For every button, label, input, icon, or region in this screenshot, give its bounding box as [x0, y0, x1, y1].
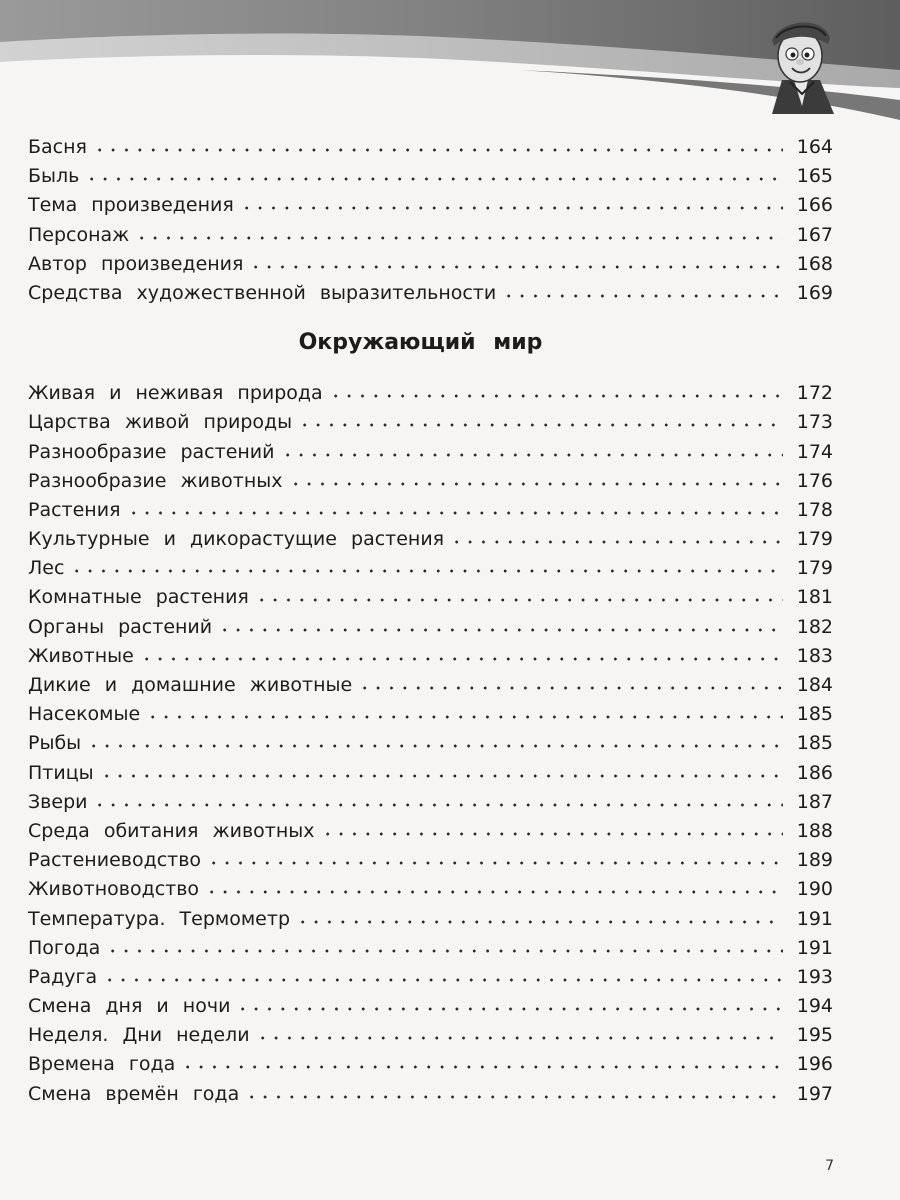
dot-leader	[321, 818, 784, 837]
dot-leader	[135, 222, 783, 241]
toc-entry-title: Времена года	[28, 1053, 176, 1076]
toc-entry-title: Звери	[28, 790, 88, 813]
toc-entry-page: 187	[796, 790, 833, 813]
toc-entry	[28, 672, 833, 701]
dot-leader	[127, 497, 783, 516]
dot-leader	[146, 701, 783, 720]
toc-top-section	[28, 134, 833, 309]
toc-entry	[28, 1051, 833, 1080]
toc-entry	[28, 497, 833, 526]
dot-leader	[450, 526, 783, 545]
page-number: 7	[825, 1158, 834, 1174]
dot-leader	[87, 730, 783, 749]
dot-leader	[329, 380, 783, 399]
toc-entry-title: Растения	[28, 498, 121, 521]
toc-entry-page: 196	[796, 1053, 833, 1076]
toc-entry-page: 172	[796, 382, 833, 405]
dot-leader	[106, 935, 783, 954]
toc-entry	[28, 1081, 833, 1110]
toc-entry	[28, 614, 833, 643]
dot-leader	[281, 439, 783, 458]
toc-entry-title: Дикие и домашние животные	[28, 674, 353, 696]
toc-entry-title: Разнообразие растений	[28, 440, 275, 463]
toc-entry-title: Живая и неживая природа	[28, 382, 323, 405]
toc-entry	[28, 818, 833, 847]
toc-entry	[28, 222, 833, 251]
toc-entry	[28, 134, 833, 163]
toc-entry	[28, 468, 833, 497]
toc-entry-title: Температура. Термометр	[28, 907, 291, 930]
toc-entry-title: Средства художественной выразительности	[28, 281, 497, 304]
toc-entry	[28, 555, 833, 584]
toc-entry-page: 164	[796, 136, 833, 158]
toc-entry-page: 194	[796, 995, 833, 1018]
toc-entry-title: Животные	[28, 644, 134, 667]
dot-leader	[249, 251, 783, 270]
toc-entry	[28, 251, 833, 280]
toc-entry-title: Быль	[28, 165, 80, 188]
toc-entry-title: Птицы	[28, 761, 94, 784]
toc-entry-title: Животноводство	[28, 878, 200, 901]
toc-entry-title: Органы растений	[28, 615, 213, 638]
dot-leader	[103, 964, 783, 983]
toc-entry-title: Смена дня и ночи	[28, 995, 231, 1018]
toc-entry-page: 191	[796, 907, 833, 930]
dot-leader	[502, 280, 783, 299]
dot-leader	[245, 1081, 783, 1100]
toc-entry-page: 185	[796, 732, 833, 755]
toc-entry-title: Погода	[28, 936, 101, 959]
toc-entry-page: 174	[796, 440, 833, 463]
toc-entry-page: 176	[796, 469, 833, 492]
toc-entry-title: Растениеводство	[28, 849, 202, 872]
toc-entry	[28, 906, 833, 935]
toc-entry	[28, 847, 833, 876]
toc-entry-page: 179	[796, 557, 833, 580]
dot-leader	[256, 1022, 783, 1041]
toc-entry-page: 168	[796, 252, 833, 275]
toc-entry-title: Автор произведения	[28, 252, 244, 275]
toc-entry-title: Смена времён года	[28, 1082, 240, 1105]
toc-entry-title: Насекомые	[28, 703, 141, 726]
dot-leader	[255, 584, 783, 603]
toc-entry	[28, 760, 833, 789]
toc-entry-page: 191	[796, 936, 833, 959]
table-of-contents	[28, 134, 833, 1110]
dot-leader	[181, 1051, 783, 1070]
toc-entry-page: 173	[796, 411, 833, 434]
dot-leader	[218, 614, 783, 633]
toc-entry	[28, 280, 833, 309]
toc-entry-page: 178	[796, 498, 833, 521]
dot-leader	[240, 192, 783, 211]
toc-entry	[28, 964, 833, 993]
toc-entry-page: 182	[796, 615, 833, 638]
toc-entry-page: 179	[796, 528, 833, 551]
toc-entry-title: Радуга	[28, 965, 98, 988]
toc-entry-title: Лес	[28, 557, 65, 580]
dot-leader	[85, 163, 783, 182]
toc-entry-page: 197	[796, 1082, 833, 1105]
toc-entry-page: 185	[796, 703, 833, 726]
toc-entry	[28, 584, 833, 613]
dot-leader	[140, 643, 783, 662]
dot-leader	[70, 555, 783, 574]
dot-leader	[205, 876, 783, 895]
toc-entry	[28, 730, 833, 759]
toc-entry	[28, 935, 833, 964]
toc-entry-page: 195	[796, 1024, 833, 1047]
toc-entry	[28, 643, 833, 672]
toc-entry-page: 166	[796, 194, 833, 217]
toc-bottom-section	[28, 380, 833, 1110]
toc-entry-title: Среда обитания животных	[28, 819, 315, 842]
dot-leader	[289, 468, 784, 487]
toc-entry	[28, 380, 833, 409]
toc-entry-page: 181	[796, 586, 833, 609]
toc-entry-page: 169	[796, 281, 833, 304]
dot-leader	[298, 409, 783, 428]
dot-leader	[236, 993, 783, 1012]
toc-entry-title: Неделя. Дни недели	[28, 1024, 250, 1047]
dot-leader	[207, 847, 783, 866]
toc-entry-page: 186	[796, 761, 833, 784]
dot-leader	[100, 760, 783, 779]
toc-entry-page: 183	[796, 644, 833, 667]
toc-entry	[28, 409, 833, 438]
toc-entry	[28, 192, 833, 221]
dot-leader	[93, 134, 783, 153]
toc-entry-title: Персонаж	[28, 223, 130, 246]
toc-entry-page: 193	[796, 965, 833, 988]
toc-entry	[28, 701, 833, 730]
toc-entry	[28, 439, 833, 468]
toc-entry-title: Культурные и дикорастущие растения	[28, 528, 445, 551]
toc-entry-title: Разнообразие животных	[28, 469, 283, 492]
toc-entry-page: 188	[796, 819, 833, 842]
mascot-illustration	[742, 10, 860, 120]
toc-entry-title: Тема произведения	[28, 194, 234, 217]
toc-entry-page: 184	[796, 674, 833, 696]
toc-entry-title: Рыбы	[28, 732, 82, 755]
toc-entry	[28, 163, 833, 192]
toc-entry	[28, 789, 833, 818]
toc-entry	[28, 526, 833, 555]
toc-entry-title: Басня	[28, 136, 87, 158]
toc-entry	[28, 993, 833, 1022]
section-heading: Окружающий мир	[298, 330, 543, 356]
toc-entry-page: 189	[796, 849, 833, 872]
toc-entry-page: 165	[796, 165, 833, 188]
dot-leader	[93, 789, 783, 808]
toc-entry-title: Царства живой природы	[28, 411, 293, 434]
toc-entry-page: 167	[796, 223, 833, 246]
toc-entry-page: 190	[796, 878, 833, 901]
toc-entry	[28, 876, 833, 905]
dot-leader	[296, 906, 783, 925]
toc-entry	[28, 1022, 833, 1051]
toc-entry-title: Комнатные растения	[28, 586, 249, 609]
dot-leader	[358, 672, 783, 691]
